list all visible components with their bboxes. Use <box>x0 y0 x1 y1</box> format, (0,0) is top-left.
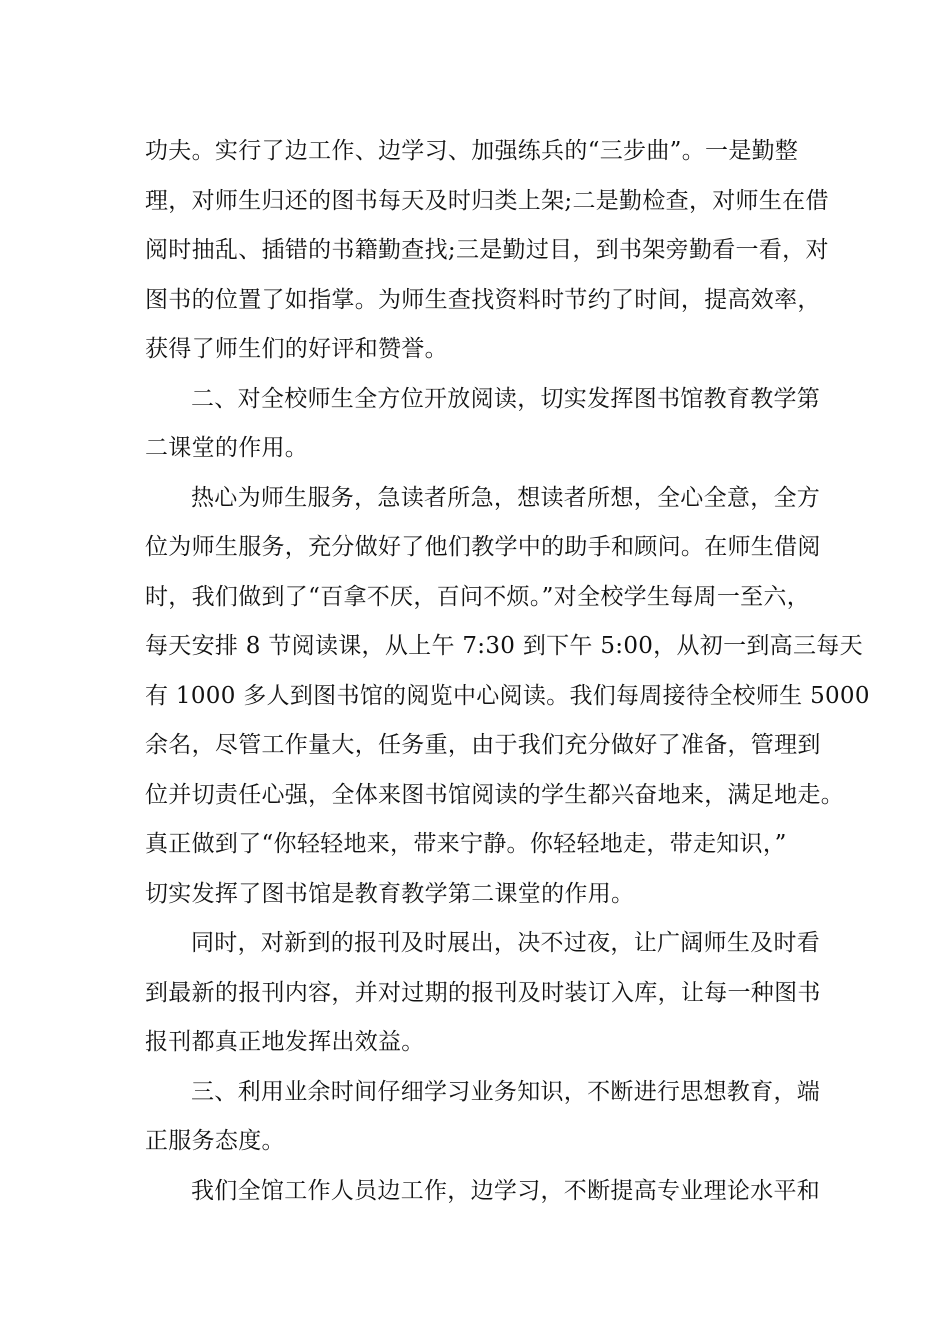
text-line: 三、利用业余时间仔细学习业务知识，不断进行思想教育，端 <box>191 1078 821 1105</box>
text-line: 真正做到了“你轻轻地来，带来宁静。你轻轻地走，带走知识，” <box>145 831 787 857</box>
text-line: 时，我们做到了“百拿不厌，百问不烦。”对全校学生每周一至六， <box>145 583 811 610</box>
text-line: 位并切责任心强，全体来图书馆阅读的学生都兴奋地来，满足地走。 <box>145 781 844 808</box>
text-line: 理，对师生归还的图书每天及时归类上架;二是勤检查，对师生在借 <box>145 187 829 214</box>
text-line: 报刊都真正地发挥出效益。 <box>145 1029 425 1055</box>
text-line: 图书的位置了如指掌。为师生查找资料时节约了时间，提高效率， <box>145 286 821 313</box>
text-line: 正服务态度。 <box>145 1128 285 1154</box>
text-line: 切实发挥了图书馆是教育教学第二课堂的作用。 <box>145 880 635 907</box>
text-line: 余名，尽管工作量大，任务重，由于我们充分做好了准备，管理到 <box>145 732 821 758</box>
text-line: 热心为师生服务，急读者所急，想读者所想，全心全意，全方 <box>191 484 821 511</box>
text-line: 功夫。实行了边工作、边学习、加强练兵的“三步曲”。一是勤整 <box>145 138 799 164</box>
text-line: 二课堂的作用。 <box>145 435 309 461</box>
text-line: 阅时抽乱、插错的书籍勤查找;三是勤过目，到书架旁勤看一看，对 <box>145 237 829 263</box>
text-line: 我们全馆工作人员边工作，边学习，不断提高专业理论水平和 <box>191 1177 821 1204</box>
text-line: 获得了师生们的好评和赞誉。 <box>145 336 448 362</box>
text-line: 有 1000 多人到图书馆的阅览中心阅读。我们每周接待全校师生 5000 <box>145 682 870 709</box>
text-line: 到最新的报刊内容，并对过期的报刊及时装订入库，让每一种图书 <box>145 979 821 1006</box>
text-line: 位为师生服务，充分做好了他们教学中的助手和顾问。在师生借阅 <box>145 534 821 560</box>
text-line: 同时，对新到的报刊及时展出，决不过夜，让广阔师生及时看 <box>191 930 821 956</box>
text-line: 每天安排 8 节阅读课，从上午 7:30 到下午 5:00，从初一到高三每天 <box>145 633 863 659</box>
text-line: 二、对全校师生全方位开放阅读，切实发挥图书馆教育教学第 <box>191 385 821 412</box>
document-body <box>145 127 870 1216</box>
